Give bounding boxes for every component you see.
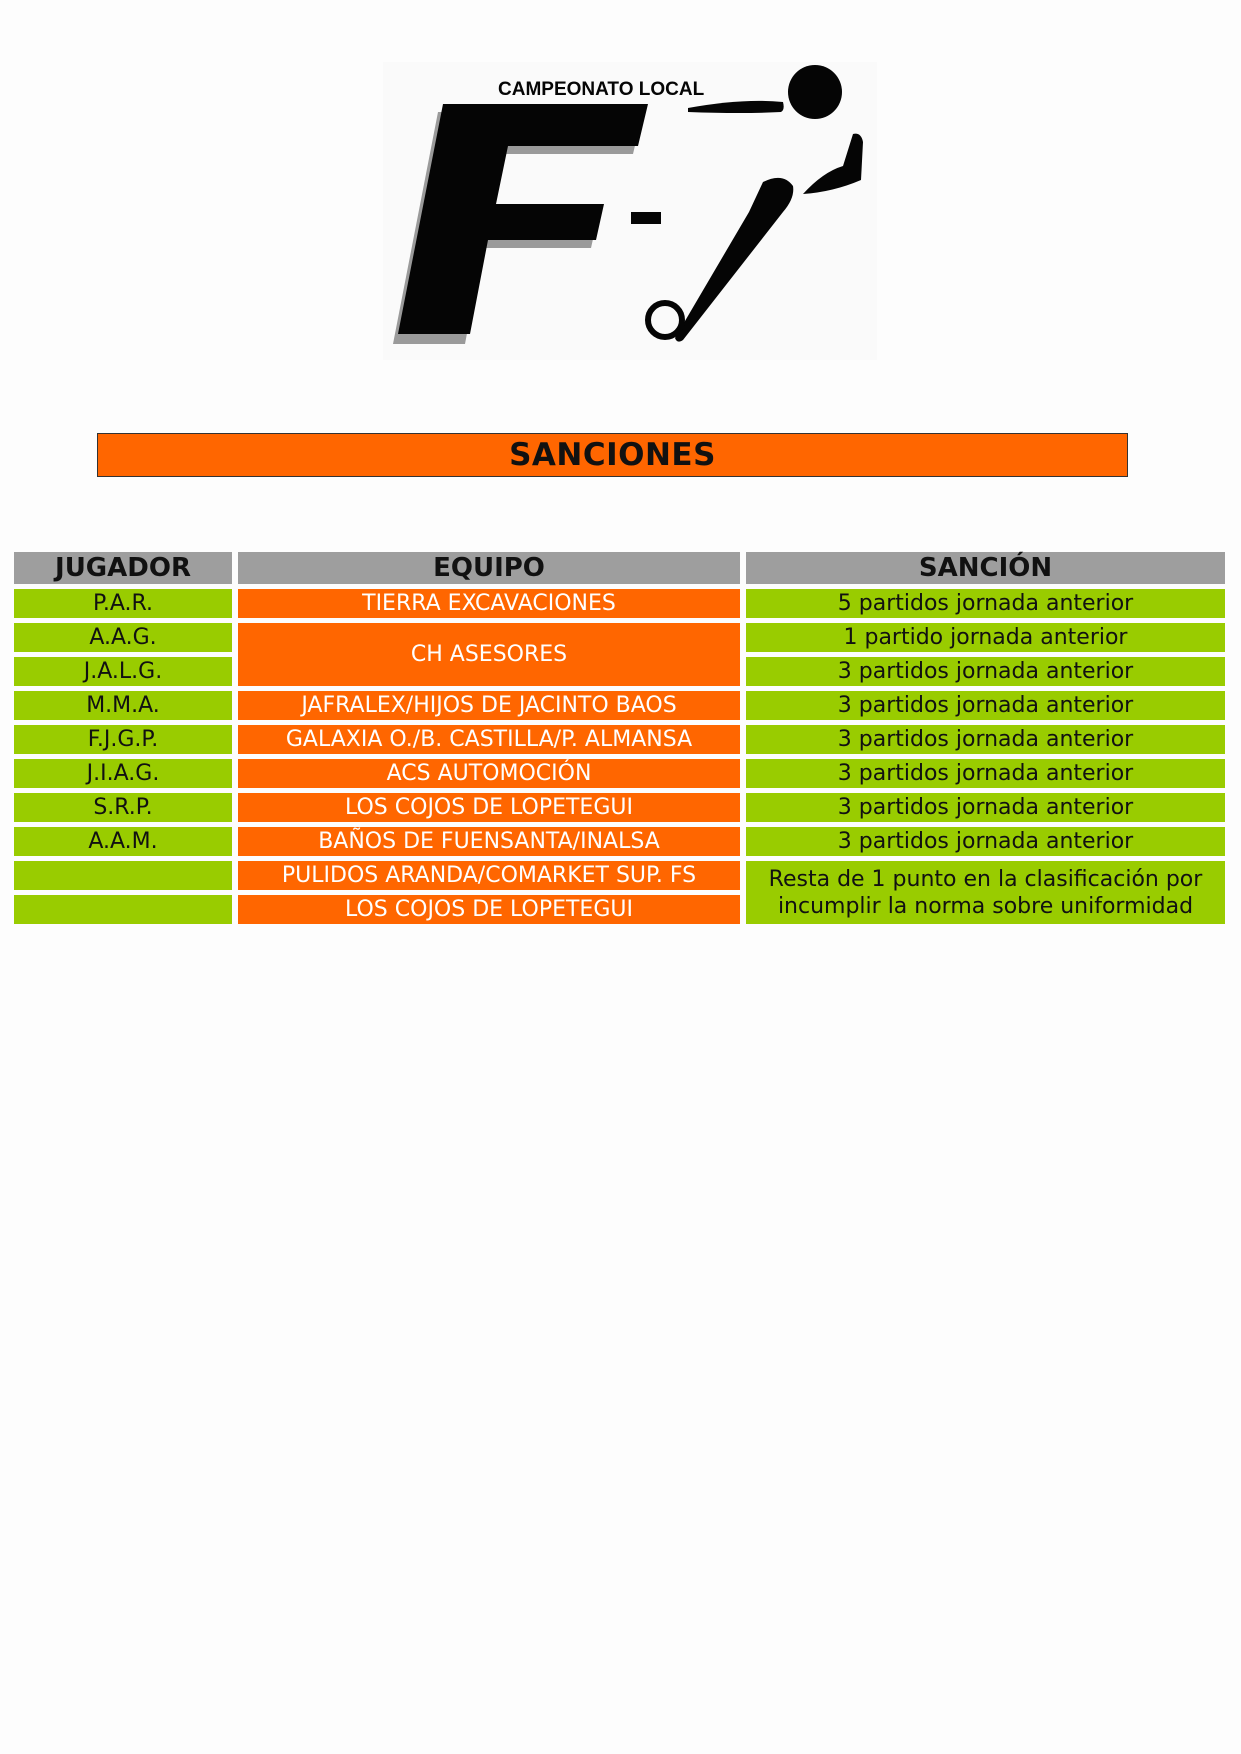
cell-equipo: TIERRA EXCAVACIONES (238, 589, 740, 618)
logo-caption: CAMPEONATO LOCAL (498, 79, 705, 100)
cell-equipo: GALAXIA O./B. CASTILLA/P. ALMANSA (238, 725, 740, 754)
cell-jugador (14, 861, 232, 890)
cell-sancion: 3 partidos jornada anterior (746, 725, 1225, 754)
page-title: SANCIONES (97, 433, 1128, 477)
cell-jugador: S.R.P. (14, 793, 232, 822)
cell-equipo: JAFRALEX/HIJOS DE JACINTO BAOS (238, 691, 740, 720)
header-sancion: SANCIÓN (746, 552, 1225, 584)
cell-equipo: BAÑOS DE FUENSANTA/INALSA (238, 827, 740, 856)
header-jugador: JUGADOR (14, 552, 232, 584)
cell-equipo: ACS AUTOMOCIÓN (238, 759, 740, 788)
campeonato-local-logo (383, 62, 877, 360)
cell-equipo: LOS COJOS DE LOPETEGUI (238, 793, 740, 822)
cell-equipo-merged: CH ASESORES (238, 623, 740, 686)
cell-sancion: 3 partidos jornada anterior (746, 657, 1225, 686)
cell-jugador: M.M.A. (14, 691, 232, 720)
header-equipo: EQUIPO (238, 552, 740, 584)
cell-sancion: 5 partidos jornada anterior (746, 589, 1225, 618)
logo-graphic (383, 62, 877, 360)
cell-equipo: LOS COJOS DE LOPETEGUI (238, 895, 740, 924)
cell-jugador (14, 895, 232, 924)
cell-sancion: 3 partidos jornada anterior (746, 691, 1225, 720)
cell-jugador: P.A.R. (14, 589, 232, 618)
cell-sancion-merged: Resta de 1 punto en la clasificación por incumplir la norma sobre uniformidad (746, 861, 1225, 924)
cell-sancion: 3 partidos jornada anterior (746, 827, 1225, 856)
cell-jugador: A.A.G. (14, 623, 232, 652)
cell-sancion: 3 partidos jornada anterior (746, 793, 1225, 822)
cell-jugador: J.A.L.G. (14, 657, 232, 686)
cell-sancion: 3 partidos jornada anterior (746, 759, 1225, 788)
cell-sancion: 1 partido jornada anterior (746, 623, 1225, 652)
cell-jugador: J.I.A.G. (14, 759, 232, 788)
cell-jugador: A.A.M. (14, 827, 232, 856)
cell-jugador: F.J.G.P. (14, 725, 232, 754)
cell-equipo: PULIDOS ARANDA/COMARKET SUP. FS (238, 861, 740, 890)
